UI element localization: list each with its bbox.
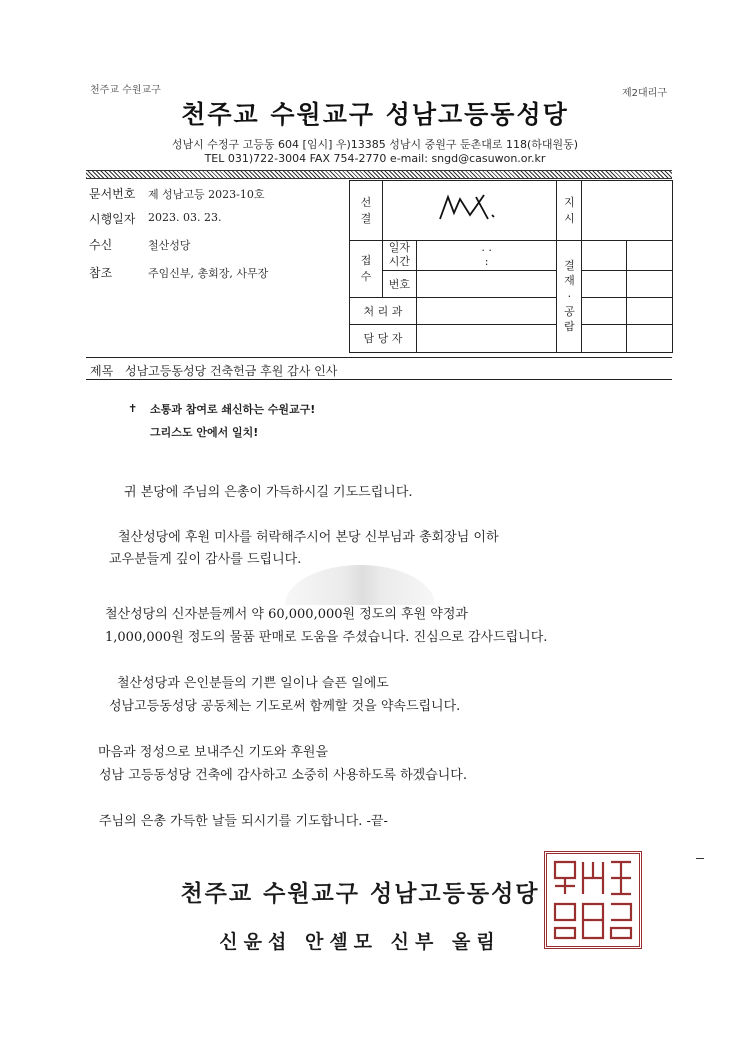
body-paragraph-5-line-1: 마음과 정성으로 보내주신 기도와 후원을 [98, 745, 329, 760]
approval-person-label: 담 당 자 [350, 324, 417, 352]
subject-rule-bottom [86, 379, 672, 380]
letterhead-title: 천주교 수원교구 성남고등동성당 [181, 100, 569, 129]
closing-organization: 천주교 수원교구 성남고등동성당 [180, 881, 540, 907]
scan-smudge [285, 565, 435, 605]
letterhead-address: 성남시 수정구 고등동 604 [임시] 우)13385 성남시 중원구 둔촌대로 118(하대원동) [171, 138, 579, 151]
approval-dept-value [416, 297, 557, 324]
vicariate-label: 제2대리구 [622, 88, 668, 99]
date-label: 시행일자 [89, 212, 136, 226]
subject-label: 제목 [90, 364, 114, 378]
seal-glyphs [547, 854, 639, 946]
approval-sign-cell [627, 270, 673, 297]
approval-datetime-value-cell [416, 241, 557, 271]
body-paragraph-3-line-2: 1,000,000원 정도의 물품 판매로 도움을 주셨습니다. 진심으로 감사드립니다. [105, 630, 548, 645]
date-value: 2023. 03. 23. [148, 211, 222, 224]
motto-line-2: 그리스도 안에서 일치! [150, 426, 259, 439]
body-paragraph-1: 귀 본당에 주님의 은총이 가득하시길 기도드립니다. [124, 485, 413, 500]
diocese-label: 천주교 수원교구 [90, 85, 161, 96]
reference-label: 참조 [89, 266, 113, 280]
margin-mark [696, 858, 704, 859]
body-paragraph-4-line-1: 철산성당과 은인분들의 기쁜 일이나 슬픈 일에도 [117, 676, 389, 691]
approval-sign-cell [582, 241, 627, 271]
approval-time-value: : [484, 255, 489, 269]
approval-instruction-label: 지 시 [557, 181, 582, 241]
approval-sign-cell [582, 324, 627, 352]
subject-value: 성남고등동성당 건축헌금 후원 감사 인사 [125, 364, 338, 378]
hatched-divider [86, 170, 672, 179]
doc-no-value: 제 성남고등 2023-10호 [148, 188, 265, 201]
approval-receipt-label: 접 수 [350, 241, 383, 298]
letterhead-contact: TEL 031)722-3004 FAX 754-2770 e-mail: sngd@casuwon.or.kr [204, 152, 546, 165]
approval-datetime-label-cell [382, 241, 416, 271]
approval-sign-cell [627, 324, 673, 352]
motto-line-1: 소통과 참여로 쇄신하는 수원교구! [150, 403, 316, 416]
approval-sign-cell [582, 297, 627, 324]
approval-signature-cell [382, 181, 557, 241]
approval-instruction-cell [582, 181, 673, 241]
body-paragraph-4-line-2: 성남고등동성당 공동체는 기도로써 함께할 것을 약속드립니다. [109, 699, 461, 714]
church-seal [544, 851, 642, 949]
approval-sun-label: 선 [360, 196, 372, 210]
recipient-value: 철산성당 [148, 239, 191, 252]
body-paragraph-6: 주님의 은총 가득한 날들 되시기를 기도합니다. -끝- [99, 814, 388, 829]
approval-date-value: . . [481, 241, 492, 254]
approval-gyeol-label: 결 [360, 211, 372, 225]
approval-date-label: 일자 [388, 241, 410, 254]
closing-signer: 신윤섭 안셀모 신부 올림 [219, 931, 501, 953]
approval-number-value [416, 270, 557, 297]
cross-icon: ✝ [128, 402, 138, 415]
approval-time-label: 시간 [388, 255, 410, 269]
approval-sign-cell [627, 297, 673, 324]
body-paragraph-5-line-2: 성남 고등동성당 건축에 감사하고 소중히 사용하도록 하겠습니다. [99, 768, 467, 783]
body-paragraph-2-line-1: 철산성당에 후원 미사를 허락해주시어 본당 신부님과 총회장님 이하 [118, 530, 499, 545]
doc-no-label: 문서번호 [89, 187, 136, 201]
approval-sign-label: 결 재 · 공 람 [557, 241, 582, 353]
approval-sign-cell [627, 241, 673, 271]
approval-person-value [416, 324, 557, 352]
body-paragraph-2-line-2: 교우분들게 깊이 감사를 드립니다. [109, 552, 302, 567]
approval-dept-label: 처 리 과 [350, 297, 417, 324]
subject-rule-top [86, 357, 672, 358]
reference-value: 주임신부, 총회장, 사무장 [148, 267, 269, 280]
approval-sign-cell [582, 270, 627, 297]
handwritten-signature [430, 189, 510, 229]
body-paragraph-3-line-1: 철산성당의 신자분들께서 약 60,000,000원 정도의 후원 약정과 [105, 607, 468, 622]
approval-sun-cell [350, 181, 383, 241]
approval-number-label: 번호 [382, 270, 416, 297]
recipient-label: 수신 [89, 238, 113, 252]
approval-table [349, 180, 673, 353]
